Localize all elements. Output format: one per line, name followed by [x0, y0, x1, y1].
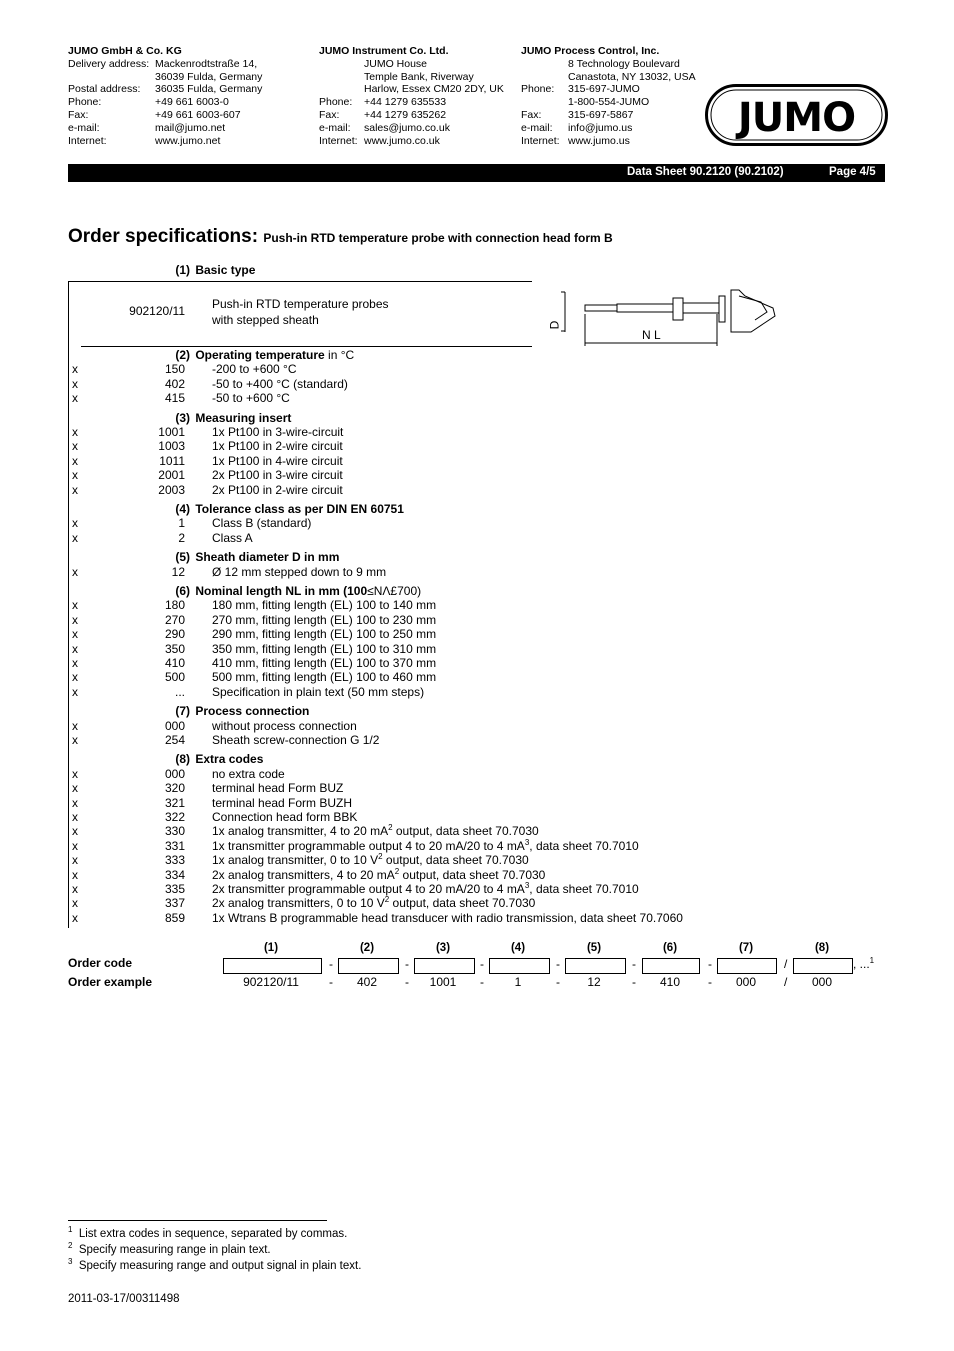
- divider: [68, 346, 69, 928]
- option-code: 320: [164, 781, 185, 796]
- option-desc: terminal head Form BUZ: [212, 781, 344, 796]
- option-checkbox[interactable]: x: [72, 824, 78, 839]
- order-separator: -: [405, 957, 409, 971]
- page-number: Page 4/5: [829, 166, 876, 178]
- option-desc: 1x Pt100 in 4-wire circuit: [212, 453, 343, 468]
- option-code: 335: [164, 882, 185, 896]
- order-example-value: 402: [356, 975, 378, 989]
- option-code: 1001: [158, 425, 185, 439]
- title-main: Order specifications:: [68, 226, 259, 247]
- option-code: 350: [164, 641, 185, 656]
- probe-drawing: [545, 286, 785, 348]
- section-basic-type-heading: (1) Basic type: [175, 263, 256, 277]
- dimension-nl-label: N L: [642, 328, 661, 342]
- page-title: [68, 226, 613, 248]
- option-checkbox[interactable]: x: [72, 468, 78, 483]
- order-field-number: (2): [359, 942, 375, 954]
- order-separator: -: [556, 975, 560, 989]
- option-desc: -200 to +600 °C: [212, 362, 297, 377]
- option-checkbox[interactable]: x: [72, 766, 78, 781]
- option-desc: 2x analog transmitters, 4 to 20 $mA^2$ output, data sheet 70.7030: [212, 866, 546, 882]
- option-desc: terminal head Form BUZH: [212, 795, 353, 810]
- option-checkbox[interactable]: x: [72, 516, 78, 531]
- divider: [81, 346, 532, 347]
- order-separator: /: [784, 975, 788, 989]
- option-desc: 180 mm, fitting length (EL) 100 to 140 mm: [212, 598, 437, 613]
- footnote: $^2$ Specify measuring range in plain text.: [68, 1241, 271, 1256]
- option-desc: 1x Pt100 in 2-wire circuit: [212, 439, 343, 454]
- order-separator: -: [480, 957, 484, 971]
- order-code-field[interactable]: [338, 958, 399, 974]
- address-line: Fax: 315-697-5867: [521, 108, 634, 121]
- company-name: JUMO GmbH & Co. KG: [68, 45, 182, 57]
- order-separator: -: [329, 957, 333, 971]
- address-line: 1-800-554-JUMO: [568, 96, 650, 109]
- order-example-value: 000: [811, 975, 833, 989]
- option-desc: Specification in plain text (50 mm steps): [212, 684, 425, 699]
- footnote: $^3$ Specify measuring range and output signal in plain text.: [68, 1257, 362, 1272]
- option-code: 330: [164, 824, 185, 839]
- divider: [68, 281, 532, 282]
- option-desc: 1x Wtrans B programmable head transducer with radio transmission, data sheet 70.7060: [212, 910, 683, 925]
- address-line: Postal address: 36035 Fulda, Germany: [68, 83, 263, 96]
- option-checkbox[interactable]: x: [72, 810, 78, 824]
- option-code: 2001: [158, 468, 185, 483]
- order-example-value: 902120/11: [243, 975, 299, 989]
- address-line: Harlow, Essex CM20 2DY, UK: [364, 83, 504, 96]
- order-code-label: Order code: [68, 956, 133, 970]
- option-desc: 270 mm, fitting length (EL) 100 to 230 mm: [212, 612, 437, 627]
- option-code: 402: [164, 376, 185, 391]
- divider: [68, 281, 69, 346]
- order-code-field[interactable]: [717, 958, 777, 974]
- order-field-number: (5): [586, 942, 602, 954]
- option-desc: Sheath screw-connection G 1/2: [212, 733, 380, 747]
- option-checkbox[interactable]: x: [72, 564, 78, 579]
- option-desc: 290 mm, fitting length (EL) 100 to 250 mm: [212, 627, 437, 642]
- option-code: 1: [178, 516, 185, 531]
- order-example-value: 000: [735, 975, 757, 989]
- option-checkbox[interactable]: x: [72, 867, 78, 882]
- order-field-number: (8): [814, 942, 830, 954]
- address-line: Phone: 315-697-JUMO: [521, 83, 640, 96]
- option-checkbox[interactable]: x: [72, 425, 78, 439]
- order-separator: -: [480, 975, 484, 989]
- option-code: 000: [164, 718, 185, 733]
- option-code: 331: [164, 838, 185, 853]
- address-line: Internet: www.jumo.us: [521, 134, 630, 147]
- option-desc: 1x Pt100 in 3-wire-circuit: [212, 425, 344, 439]
- address-line: Phone: +49 661 6003-0: [68, 96, 229, 109]
- option-desc: 2x transmitter programmable output 4 to 20 mA/20 to 4 $mA^3$, data sheet 70.7010: [212, 881, 639, 896]
- option-desc: -50 to +400 °C (standard): [212, 376, 348, 391]
- jumo-logo: [705, 84, 888, 146]
- option-desc: no extra code: [212, 766, 285, 781]
- company-name: JUMO Process Control, Inc.: [521, 45, 660, 57]
- address-line: JUMO House: [364, 57, 428, 70]
- logo-text: JUMO: [737, 95, 856, 141]
- address-line: 36039 Fulda, Germany: [155, 70, 263, 83]
- option-code: 000: [164, 766, 185, 781]
- datasheet-label: Data Sheet 90.2120 (90.2102): [627, 166, 784, 178]
- option-checkbox[interactable]: x: [72, 718, 78, 733]
- address-line: e-mail: mail@jumo.net: [68, 121, 226, 134]
- order-separator: -: [556, 957, 560, 971]
- option-checkbox[interactable]: x: [72, 781, 78, 796]
- option-checkbox[interactable]: x: [72, 684, 78, 699]
- option-checkbox[interactable]: x: [72, 795, 78, 810]
- order-code-field[interactable]: [565, 958, 626, 974]
- option-code: 270: [164, 612, 185, 627]
- order-separator: -: [405, 975, 409, 989]
- order-field-number: (7): [738, 942, 754, 954]
- order-field-number: (4): [510, 942, 526, 954]
- option-code: ...: [174, 684, 185, 699]
- option-checkbox[interactable]: x: [72, 670, 78, 685]
- option-code: 1011: [159, 453, 185, 468]
- option-checkbox[interactable]: x: [72, 612, 78, 627]
- option-checkbox[interactable]: x: [72, 391, 78, 406]
- address-line: e-mail: info@jumo.us: [521, 121, 633, 134]
- order-separator: -: [708, 975, 712, 989]
- option-code: 334: [164, 867, 185, 882]
- option-desc: 2x Pt100 in 3-wire circuit: [212, 468, 343, 483]
- section-heading: (2) Operating temperature in °C: [175, 348, 355, 362]
- address-line: Fax: +44 1279 635262: [319, 108, 447, 121]
- address-line: Phone: +44 1279 635533: [319, 96, 447, 109]
- order-field-number: (1): [263, 942, 279, 954]
- address-jumo-usa: [521, 45, 696, 147]
- order-code-field[interactable]: [223, 958, 322, 974]
- title-sub: Push-in RTD temperature probe with connection head form B: [263, 231, 613, 245]
- option-checkbox[interactable]: x: [72, 362, 78, 377]
- option-code: 12: [171, 564, 185, 579]
- option-desc: 500 mm, fitting length (EL) 100 to 460 mm: [212, 670, 437, 685]
- dimension-d-label: D: [547, 320, 562, 330]
- option-desc: 350 mm, fitting length (EL) 100 to 310 mm: [212, 641, 437, 656]
- section-heading: (7) Process connection: [175, 704, 310, 719]
- address-jumo-uk: [319, 45, 504, 147]
- document-id: 2011-03-17/00311498: [68, 1293, 180, 1305]
- option-checkbox[interactable]: x: [72, 627, 78, 642]
- address-line: e-mail: sales@jumo.co.uk: [319, 121, 450, 134]
- order-separator: -: [632, 975, 636, 989]
- option-checkbox[interactable]: x: [72, 641, 78, 656]
- option-checkbox[interactable]: x: [72, 453, 78, 468]
- option-code: 2: [178, 530, 185, 545]
- option-code: 859: [164, 910, 185, 925]
- order-separator: -: [708, 957, 712, 971]
- order-separator: /: [784, 957, 788, 971]
- order-separator: -: [329, 975, 333, 989]
- section-heading: (5) Sheath diameter D in mm: [175, 550, 340, 565]
- order-example-value: 1: [514, 975, 522, 989]
- option-code: 321: [164, 795, 185, 810]
- order-field-number: (6): [662, 942, 678, 954]
- address-line: Canastota, NY 13032, USA: [568, 70, 696, 83]
- option-desc: 2x analog transmitters, 0 to 10 $V^2$ output, data sheet 70.7030: [212, 895, 536, 911]
- option-desc: Connection head form BBK: [212, 810, 358, 824]
- option-desc: -50 to +600 °C: [212, 391, 290, 406]
- option-code: 410: [164, 656, 185, 670]
- option-checkbox[interactable]: x: [72, 376, 78, 391]
- order-code-field[interactable]: [414, 958, 475, 974]
- option-code: 2003: [158, 482, 185, 497]
- address-line: Fax: +49 661 6003-607: [68, 108, 241, 121]
- option-desc: Class B (standard): [212, 516, 312, 531]
- option-checkbox[interactable]: x: [72, 733, 78, 747]
- option-desc: Class A: [212, 530, 253, 545]
- order-code-field[interactable]: [642, 958, 700, 974]
- option-checkbox[interactable]: x: [72, 882, 78, 896]
- section-heading: (3) Measuring insert: [175, 410, 292, 425]
- section-heading: (4) Tolerance class as per DIN EN 60751: [175, 502, 404, 516]
- option-checkbox[interactable]: x: [72, 910, 78, 925]
- order-example-label: Order example: [68, 975, 153, 989]
- option-code: 254: [164, 733, 185, 747]
- address-jumo-germany: [68, 45, 262, 147]
- order-code-field[interactable]: [793, 958, 853, 974]
- option-code: 415: [164, 391, 185, 406]
- footnote-divider: [68, 1220, 327, 1221]
- option-desc: 2x Pt100 in 2-wire circuit: [212, 482, 343, 497]
- order-code-field[interactable]: [489, 958, 550, 974]
- order-separator: -: [632, 957, 636, 971]
- option-checkbox[interactable]: x: [72, 853, 78, 868]
- section-heading: (8) Extra codes: [175, 752, 264, 767]
- footnote: $^1$ List extra codes in sequence, separated by commas.: [68, 1225, 348, 1240]
- address-line: Internet: www.jumo.net: [68, 134, 221, 147]
- option-code: 180: [164, 598, 185, 613]
- order-trail: , ...$^1$: [853, 956, 875, 971]
- option-checkbox[interactable]: x: [72, 530, 78, 545]
- option-code: 337: [164, 896, 185, 911]
- section-heading: (6) Nominal length NL in mm (100≤NΛ£700): [175, 584, 422, 598]
- option-desc: 410 mm, fitting length (EL) 100 to 370 mm: [212, 656, 437, 670]
- address-line: Delivery address: Mackenrodtstraße 14,: [68, 57, 258, 70]
- order-field-number: (3): [435, 942, 451, 954]
- address-line: Internet: www.jumo.co.uk: [319, 134, 440, 147]
- option-checkbox[interactable]: x: [72, 896, 78, 911]
- option-code: 150: [164, 362, 185, 377]
- option-checkbox[interactable]: x: [72, 482, 78, 497]
- datasheet-bar: [68, 164, 885, 182]
- option-desc: 1x analog transmitter, 4 to 20 $mA^2$ output, data sheet 70.7030: [212, 823, 539, 839]
- company-name: JUMO Instrument Co. Ltd.: [319, 45, 449, 57]
- order-example-value: 12: [587, 975, 601, 989]
- option-desc: 1x analog transmitter, 0 to 10 $V^2$ output, data sheet 70.7030: [212, 852, 529, 868]
- option-code: 290: [164, 627, 185, 642]
- option-checkbox[interactable]: x: [72, 439, 78, 454]
- option-code: 322: [164, 810, 185, 824]
- option-desc: Ø 12 mm stepped down to 9 mm: [212, 564, 387, 579]
- option-code: 1003: [158, 439, 185, 454]
- option-code: 333: [164, 853, 185, 868]
- order-example-value: 1001: [429, 975, 457, 989]
- option-code: 500: [164, 670, 185, 685]
- address-line: Temple Bank, Riverway: [364, 70, 474, 83]
- order-example-value: 410: [659, 975, 681, 989]
- address-line: 8 Technology Boulevard: [568, 57, 680, 70]
- option-checkbox[interactable]: x: [72, 656, 78, 670]
- option-checkbox[interactable]: x: [72, 838, 78, 853]
- option-desc: without process connection: [212, 718, 357, 733]
- option-desc: 1x transmitter programmable output 4 to 20 mA/20 to 4 $mA^3$, data sheet 70.7010: [212, 837, 639, 853]
- option-checkbox[interactable]: x: [72, 598, 78, 613]
